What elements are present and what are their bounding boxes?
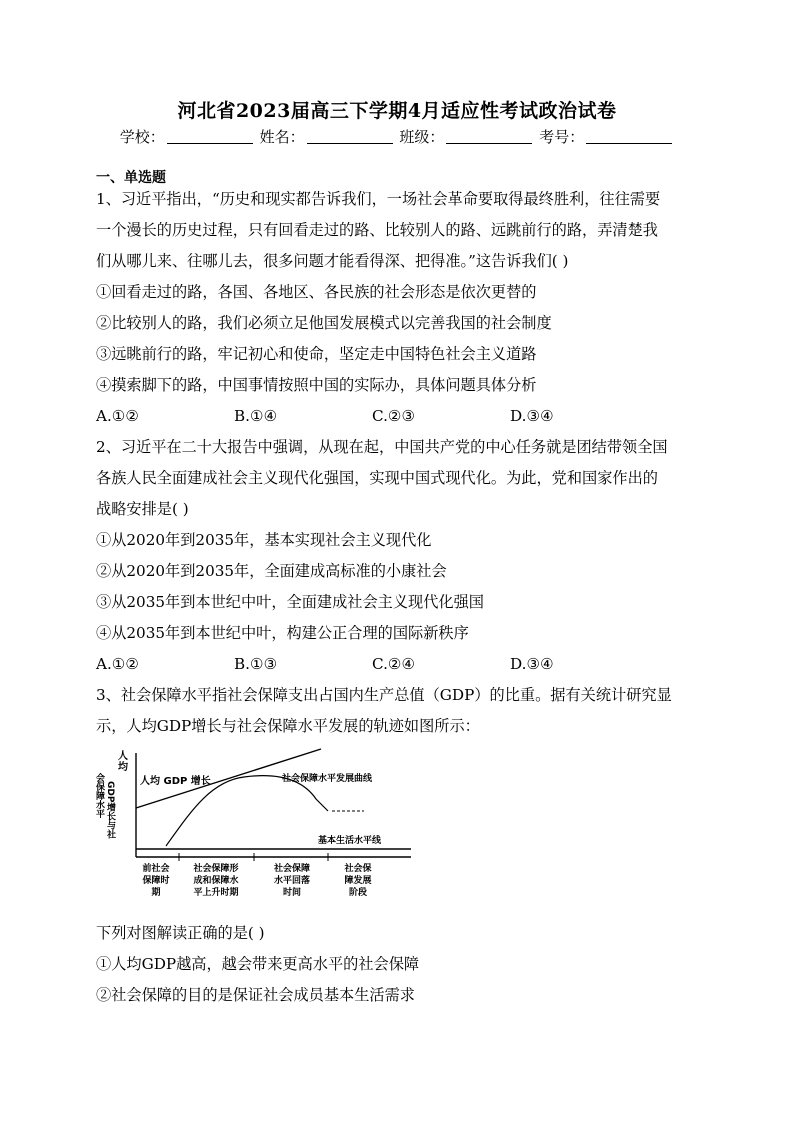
answer-choices xyxy=(96,649,700,680)
question-stem-line: 示，人均GDP增长与社会保障水平发展的轨迹如图所示： xyxy=(96,717,480,735)
y-axis-label-line-3: 会保障水平 xyxy=(94,773,104,818)
question-3-stem xyxy=(96,680,700,742)
stage-label: 平上升时期 xyxy=(193,888,239,898)
choice-c: C.②④ xyxy=(372,655,416,673)
question-stem-line: 1、习近平指出，“历史和现实都告诉我们，一场社会革命要取得最终胜利，往往需要 xyxy=(96,190,661,208)
stage-label: 障发展 xyxy=(344,876,372,886)
stage-label: 前社会 xyxy=(142,864,170,874)
statement-option: ③远眺前行的路，牢记初心和使命，坚定走中国特色社会主义道路 xyxy=(96,345,537,363)
social-security-curve-label: 社会保障水平发展曲线 xyxy=(282,774,373,784)
statement-option: ②比较别人的路，我们必须立足他国发展模式以完善我国的社会制度 xyxy=(96,314,552,332)
question-prompt: 下列对图解读正确的是( ) xyxy=(96,924,265,942)
section-heading: 一、单选题 xyxy=(96,170,166,186)
question-stem-line: 一个漫长的历史过程，只有回看走过的路、比较别人的路、远跳前行的路，弄清楚我 xyxy=(96,221,658,239)
stage-label: 时间 xyxy=(282,888,302,898)
stage-label: 社会保障 xyxy=(273,864,311,874)
gdp-growth-label: 人均 GDP 增长 xyxy=(140,776,211,787)
statement-option: ②社会保障的目的是保证社会成员基本生活需求 xyxy=(96,986,415,1004)
choice-d: D.③④ xyxy=(510,407,554,425)
exam-no-blank xyxy=(586,129,672,144)
name-blank xyxy=(307,129,393,144)
question-stem-line: 们从哪儿来、往哪儿去，很多问题才能看得深、把得准。”这告诉我们( ) xyxy=(96,252,569,270)
statement-option: ①回看走过的路，各国、各地区、各民族的社会形态是依次更替的 xyxy=(96,283,537,301)
statement-option: ④摸索脚下的路，中国事情按照中国的实际办，具体问题具体分析 xyxy=(96,376,537,394)
choice-b: B.①④ xyxy=(234,407,278,425)
choice-a: A.①② xyxy=(96,407,140,425)
statement-option: ④从2035年到本世纪中叶，构建公正合理的国际新秩序 xyxy=(96,624,469,642)
question-1 xyxy=(96,184,700,432)
page-title: 河北省2023届高三下学期4月适应性考试政治试卷 xyxy=(177,100,617,122)
question-stem-line: 2、习近平在二十大报告中强调，从现在起，中国共产党的中心任务就是团结带领全国 xyxy=(96,438,668,456)
class-blank xyxy=(446,129,532,144)
exam-no-label: 考号： xyxy=(539,128,585,146)
y-axis-label-line-1: 人均 xyxy=(118,751,128,773)
stage-label: 成和保障水 xyxy=(193,876,239,886)
social-security-diagram xyxy=(96,743,426,903)
stage-label: 社会保 xyxy=(344,864,372,874)
statement-option: ③从2035年到本世纪中叶，全面建成社会主义现代化强国 xyxy=(96,593,484,611)
statement-option: ①人均GDP越高，越会带来更高水平的社会保障 xyxy=(96,955,420,973)
question-stem-line: 各族人民全面建成社会主义现代化强国，实现中国式现代化。为此，党和国家作出的 xyxy=(96,469,658,487)
stage-label: 保障时 xyxy=(142,876,170,886)
class-label: 班级： xyxy=(399,128,445,146)
y-axis-label-line-2: GDP增长与社 xyxy=(105,781,115,839)
statement-option: ①从2020年到2035年，基本实现社会主义现代化 xyxy=(96,531,432,549)
stage-label: 水平回落 xyxy=(273,876,311,886)
school-label: 学校： xyxy=(119,128,165,146)
statement-option: ②从2020年到2035年，全面建成高标准的小康社会 xyxy=(96,562,447,580)
choice-d: D.③④ xyxy=(510,655,554,673)
stage-label: 阶段 xyxy=(348,888,368,898)
answer-choices xyxy=(96,401,700,432)
question-3-body xyxy=(96,918,700,1011)
stage-label: 社会保障形 xyxy=(193,864,239,874)
school-blank xyxy=(167,129,253,144)
stage-label: 期 xyxy=(151,888,161,898)
basic-living-label: 基本生活水平线 xyxy=(318,836,382,846)
choice-b: B.①③ xyxy=(234,655,278,673)
question-stem-line: 战略安排是( ) xyxy=(96,500,189,518)
name-label: 姓名： xyxy=(259,128,305,146)
choice-a: A.①② xyxy=(96,655,140,673)
choice-c: C.②③ xyxy=(372,407,416,425)
student-info-line xyxy=(0,126,794,147)
question-stem-line: 3、社会保障水平指社会保障支出占国内生产总值（GDP）的比重。据有关统计研究显 xyxy=(96,686,672,704)
question-2 xyxy=(96,432,700,680)
